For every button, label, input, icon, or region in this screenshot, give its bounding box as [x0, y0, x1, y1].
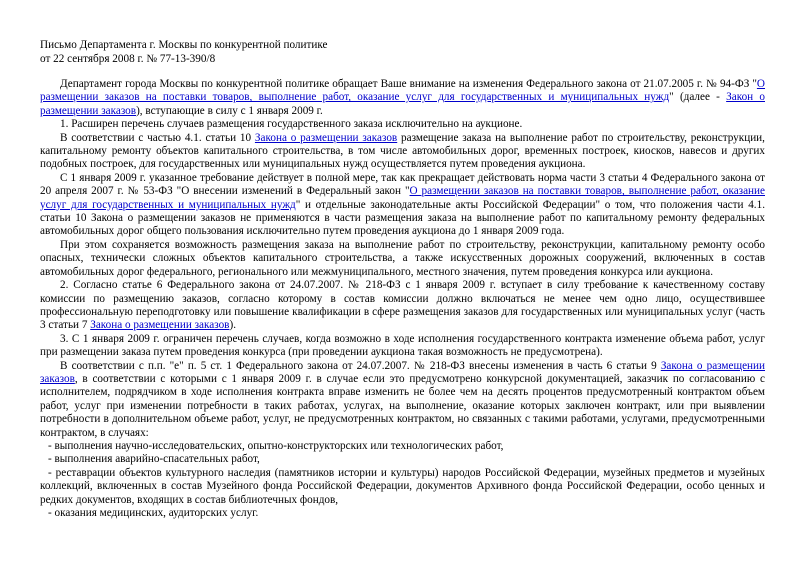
text-span: , в соответствии с которыми с 1 января 2009 г. в случае если это предусмотрено конкурсной документацией, заказчик по согласованию с исполнителем, подрядчиком в ходе исполнения контракта вправе изменить не более чем на десять процентов предусмотренный контрактом объем работ, услуг при изменении потребности в таких работах, услугах, на выполнение, оказание которых заключен контракт, или при выявлении потребности в дополнительном объеме работ, услуг, не предусмотренных контрактом, но связанных с такими работами, услугами, предусмотренными контрактом, в случаях:	[40, 372, 765, 439]
law-link[interactable]: Закон о размещении заказов	[40, 91, 765, 117]
paragraph-2	[40, 279, 765, 333]
text-span: 2. Согласно статье 6 Федерального закона от 24.07.2007. № 218-ФЗ с 1 января 2009 г. вступает в силу требование к качественному составу комиссии по размещению заказов, согласно которому в состав комиссии должно включаться не менее чем одно лицо, осуществившее профессиональную переподготовку или повышение квалификации в сфере размещения заказов для государственных или муниципальных услуг (часть 3 статьи 7	[40, 279, 765, 332]
law-link[interactable]: Закона о размещении заказов	[254, 131, 398, 144]
list-item: - реставрации объектов культурного наследия (памятников истории и культуры) народов Российской Федерации, музейных предметов и музейных коллекций, включенных в состав Музейного фонда Российской Федерации, документов Архивного фонда Российской Федерации, особо ценных и редких документов, входящих в состав библиотечных фондов,	[40, 466, 765, 506]
paragraph-3: 3. С 1 января 2009 г. ограничен перечень случаев, когда возможно в ходе исполнения государственного контракта изменение объема работ, услуг при размещении заказа путем проведения конкурса (при проведении аукциона такая возможность не предусмотрена).	[40, 332, 765, 359]
list-item: - выполнения научно-исследовательских, опытно-конструкторских или технологических работ,	[48, 439, 504, 452]
text-span: размещение заказа на выполнение работ по строительству, реконструкции, капитальному ремонту объектов капитального строительства, в том числе автомобильных дорог, временных построек, киосков, навесов и других подобных построек, для государственных или муниципальных нужд осуществляется путем проведения аукциона.	[40, 131, 765, 171]
list-item: - оказания медицинских, аудиторских услуг.	[48, 507, 259, 519]
text-span: В соответствии с п.п. "е" п. 5 ст. 1 Федерального закона от 24.07.2007. № 218-ФЗ внесены изменения в часть 6 статьи 9	[60, 359, 661, 372]
paragraph-intro	[40, 78, 765, 118]
document-date-number: от 22 сентября 2008 г. № 77-13-390/8	[40, 53, 216, 65]
paragraph-1-change	[40, 172, 765, 239]
paragraph-1: 1. Расширен перечень случаев размещения государственного заказа исключительно на аукционе.	[60, 118, 523, 131]
paragraph-3-detail	[40, 360, 765, 440]
paragraph-1-detail	[40, 132, 765, 172]
text-span: ).	[229, 319, 236, 332]
text-span: С 1 января 2009 г. указанное требование действует в полной мере, так как прекращает действовать норма части 3 статьи 4 Федерального закона от 20 апреля 2007 г. № 53-ФЗ "О внесении изменений в Федеральный закон "	[40, 171, 765, 198]
document-header	[40, 38, 765, 66]
text-span: В соответствии с частью 4.1. статьи 10	[60, 131, 255, 144]
paragraph-1-note: При этом сохраняется возможность размещения заказа на выполнение работ по строительству, реконструкции, капитальному ремонту особо опасных, технически сложных объектов капитального строительства, а также искусственных дорожных сооружений, включенных в состав автомобильных дорог федерального, регионального или межмуниципального, местного значения, путем проведения конкурса или аукциона.	[40, 238, 765, 278]
text-span: " (далее -	[669, 91, 727, 104]
text-span: " и отдельные законодательные акты Российской Федерации" о том, что положения части 4.1. статьи 10 Закона о размещении заказов не применяются в части размещения заказа на выполнение работ по капитальному ремонту федеральных автомобильных дорог общего пользования исключительно путем проведения аукциона до 1 января 2009 года.	[40, 198, 765, 238]
document-title: Письмо Департамента г. Москвы по конкурентной политике	[40, 39, 328, 51]
law-link[interactable]: О размещении заказов на поставки товаров, выполнение работ, оказание услуг для государственных и муниципальных нужд	[40, 78, 765, 104]
text-span: Департамент города Москвы по конкурентной политике обращает Ваше внимание на изменения Федерального закона от 21.07.2005 г. № 94-ФЗ "	[60, 78, 757, 90]
list-item: - выполнения аварийно-спасательных работ,	[48, 453, 260, 466]
law-link[interactable]: О размещении заказов на поставки товаров, выполнение работ, оказание услуг для государственных и муниципальных нужд	[40, 185, 765, 211]
law-link[interactable]: Закона о размещении заказов	[40, 359, 766, 385]
law-link[interactable]: Закона о размещении заказов	[90, 319, 230, 332]
text-span: ), вступающие в силу с 1 января 2009 г.	[136, 104, 323, 117]
